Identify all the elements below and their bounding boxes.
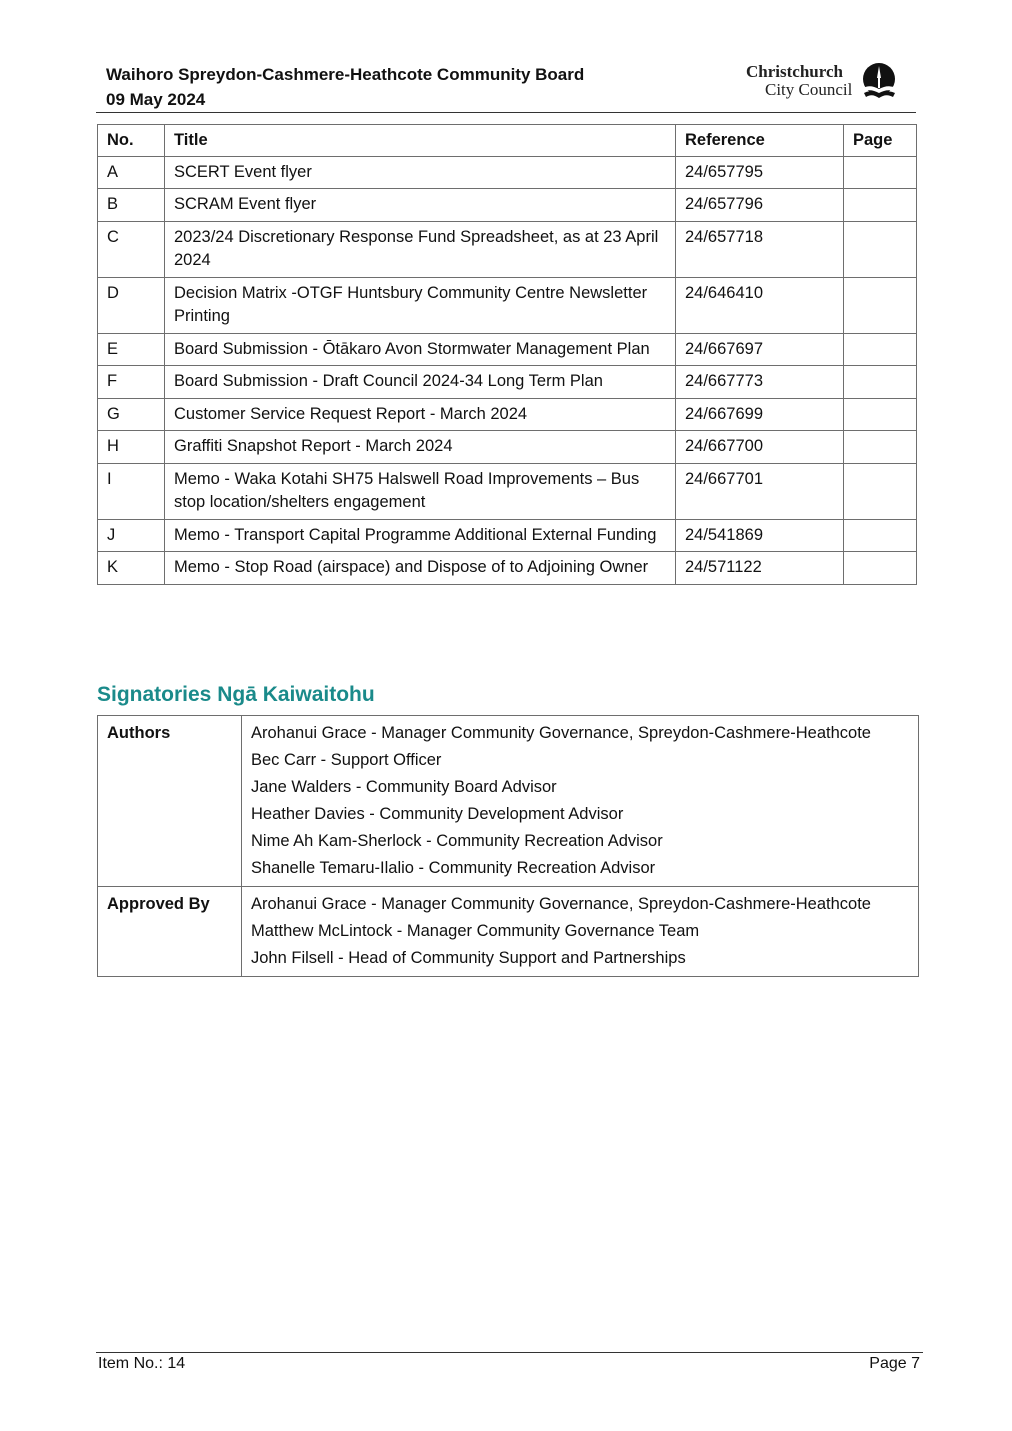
- attachment-no: E: [98, 333, 165, 366]
- signatories-table: [97, 715, 919, 977]
- attachment-title: Memo - Waka Kotahi SH75 Halswell Road Improvements – Bus stop location/shelters engagement: [165, 463, 676, 519]
- author-name: Bec Carr - Support Officer: [251, 751, 442, 769]
- column-header-reference: Reference: [676, 125, 844, 157]
- header-divider: [96, 112, 916, 113]
- table-row: [98, 552, 917, 585]
- author-name: Heather Davies - Community Development Advisor: [251, 805, 624, 823]
- attachment-page: [844, 221, 917, 277]
- approver-name: Arohanui Grace - Manager Community Governance, Spreydon-Cashmere-Heathcote: [251, 895, 871, 913]
- attachment-reference: 24/657795: [676, 156, 844, 189]
- approved-row: [98, 887, 919, 977]
- attachment-reference: 24/667700: [676, 431, 844, 464]
- attachment-page: [844, 552, 917, 585]
- attachment-reference: 24/646410: [676, 277, 844, 333]
- attachment-no: K: [98, 552, 165, 585]
- author-name: Shanelle Temaru-Ilalio - Community Recreation Advisor: [251, 859, 656, 877]
- table-row: [98, 277, 917, 333]
- board-name: Waihoro Spreydon-Cashmere-Heathcote Community Board: [106, 65, 585, 84]
- column-header-title: Title: [165, 125, 676, 157]
- approver-name: John Filsell - Head of Community Support and Partnerships: [251, 949, 686, 967]
- logo-text-line1: Christchurch: [746, 62, 843, 81]
- table-row: [98, 398, 917, 431]
- column-header-no: No.: [98, 125, 165, 157]
- authors-label: Authors: [98, 716, 242, 887]
- attachment-no: A: [98, 156, 165, 189]
- attachment-reference: 24/667773: [676, 366, 844, 399]
- attachment-reference: 24/571122: [676, 552, 844, 585]
- attachment-no: D: [98, 277, 165, 333]
- attachment-reference: 24/667701: [676, 463, 844, 519]
- attachment-title: Board Submission - Ōtākaro Avon Stormwater Management Plan: [165, 333, 676, 366]
- attachment-reference: 24/657718: [676, 221, 844, 277]
- attachment-reference: 24/541869: [676, 519, 844, 552]
- attachment-page: [844, 366, 917, 399]
- council-logo: [746, 62, 898, 102]
- author-name: Jane Walders - Community Board Advisor: [251, 778, 557, 796]
- meeting-date: 09 May 2024: [106, 90, 206, 109]
- table-row: [98, 156, 917, 189]
- attachment-page: [844, 333, 917, 366]
- author-name: Arohanui Grace - Manager Community Governance, Spreydon-Cashmere-Heathcote: [251, 724, 871, 742]
- column-header-page: Page: [844, 125, 917, 157]
- table-row: [98, 333, 917, 366]
- authors-list: [242, 716, 919, 887]
- approvers-list: [242, 887, 919, 977]
- approved-label: Approved By: [98, 887, 242, 977]
- attachment-no: H: [98, 431, 165, 464]
- table-header-row: [98, 125, 917, 157]
- attachment-page: [844, 398, 917, 431]
- logo-text-line2: City Council: [765, 80, 853, 99]
- footer-divider: [96, 1352, 923, 1353]
- attachment-reference: 24/667697: [676, 333, 844, 366]
- attachment-title: Board Submission - Draft Council 2024-34 Long Term Plan: [165, 366, 676, 399]
- attachment-reference: 24/667699: [676, 398, 844, 431]
- attachment-title: SCERT Event flyer: [165, 156, 676, 189]
- approver-name: Matthew McLintock - Manager Community Governance Team: [251, 922, 700, 940]
- author-name: Nime Ah Kam-Sherlock - Community Recreation Advisor: [251, 832, 663, 850]
- attachments-table: [97, 124, 917, 585]
- attachment-title: Memo - Stop Road (airspace) and Dispose of to Adjoining Owner: [165, 552, 676, 585]
- attachment-title: SCRAM Event flyer: [165, 189, 676, 222]
- attachment-page: [844, 463, 917, 519]
- attachment-no: J: [98, 519, 165, 552]
- authors-row: [98, 716, 919, 887]
- attachment-title: 2023/24 Discretionary Response Fund Spreadsheet, as at 23 April 2024: [165, 221, 676, 277]
- attachment-no: F: [98, 366, 165, 399]
- attachment-page: [844, 277, 917, 333]
- attachment-title: Graffiti Snapshot Report - March 2024: [165, 431, 676, 464]
- attachment-no: I: [98, 463, 165, 519]
- table-row: [98, 519, 917, 552]
- page-number: Page 7: [869, 1355, 920, 1372]
- table-row: [98, 463, 917, 519]
- attachment-reference: 24/657796: [676, 189, 844, 222]
- table-row: [98, 366, 917, 399]
- table-row: [98, 431, 917, 464]
- attachment-no: B: [98, 189, 165, 222]
- attachment-title: Memo - Transport Capital Programme Additional External Funding: [165, 519, 676, 552]
- attachment-title: Customer Service Request Report - March 2024: [165, 398, 676, 431]
- attachment-page: [844, 189, 917, 222]
- signatories-heading: Signatories Ngā Kaiwaitohu: [97, 683, 375, 706]
- attachment-title: Decision Matrix -OTGF Huntsbury Community Centre Newsletter Printing: [165, 277, 676, 333]
- attachment-no: G: [98, 398, 165, 431]
- cathedral-icon: [860, 62, 898, 100]
- table-row: [98, 189, 917, 222]
- attachment-page: [844, 431, 917, 464]
- attachment-page: [844, 519, 917, 552]
- table-row: [98, 221, 917, 277]
- attachment-page: [844, 156, 917, 189]
- attachment-no: C: [98, 221, 165, 277]
- item-number: Item No.: 14: [98, 1355, 186, 1372]
